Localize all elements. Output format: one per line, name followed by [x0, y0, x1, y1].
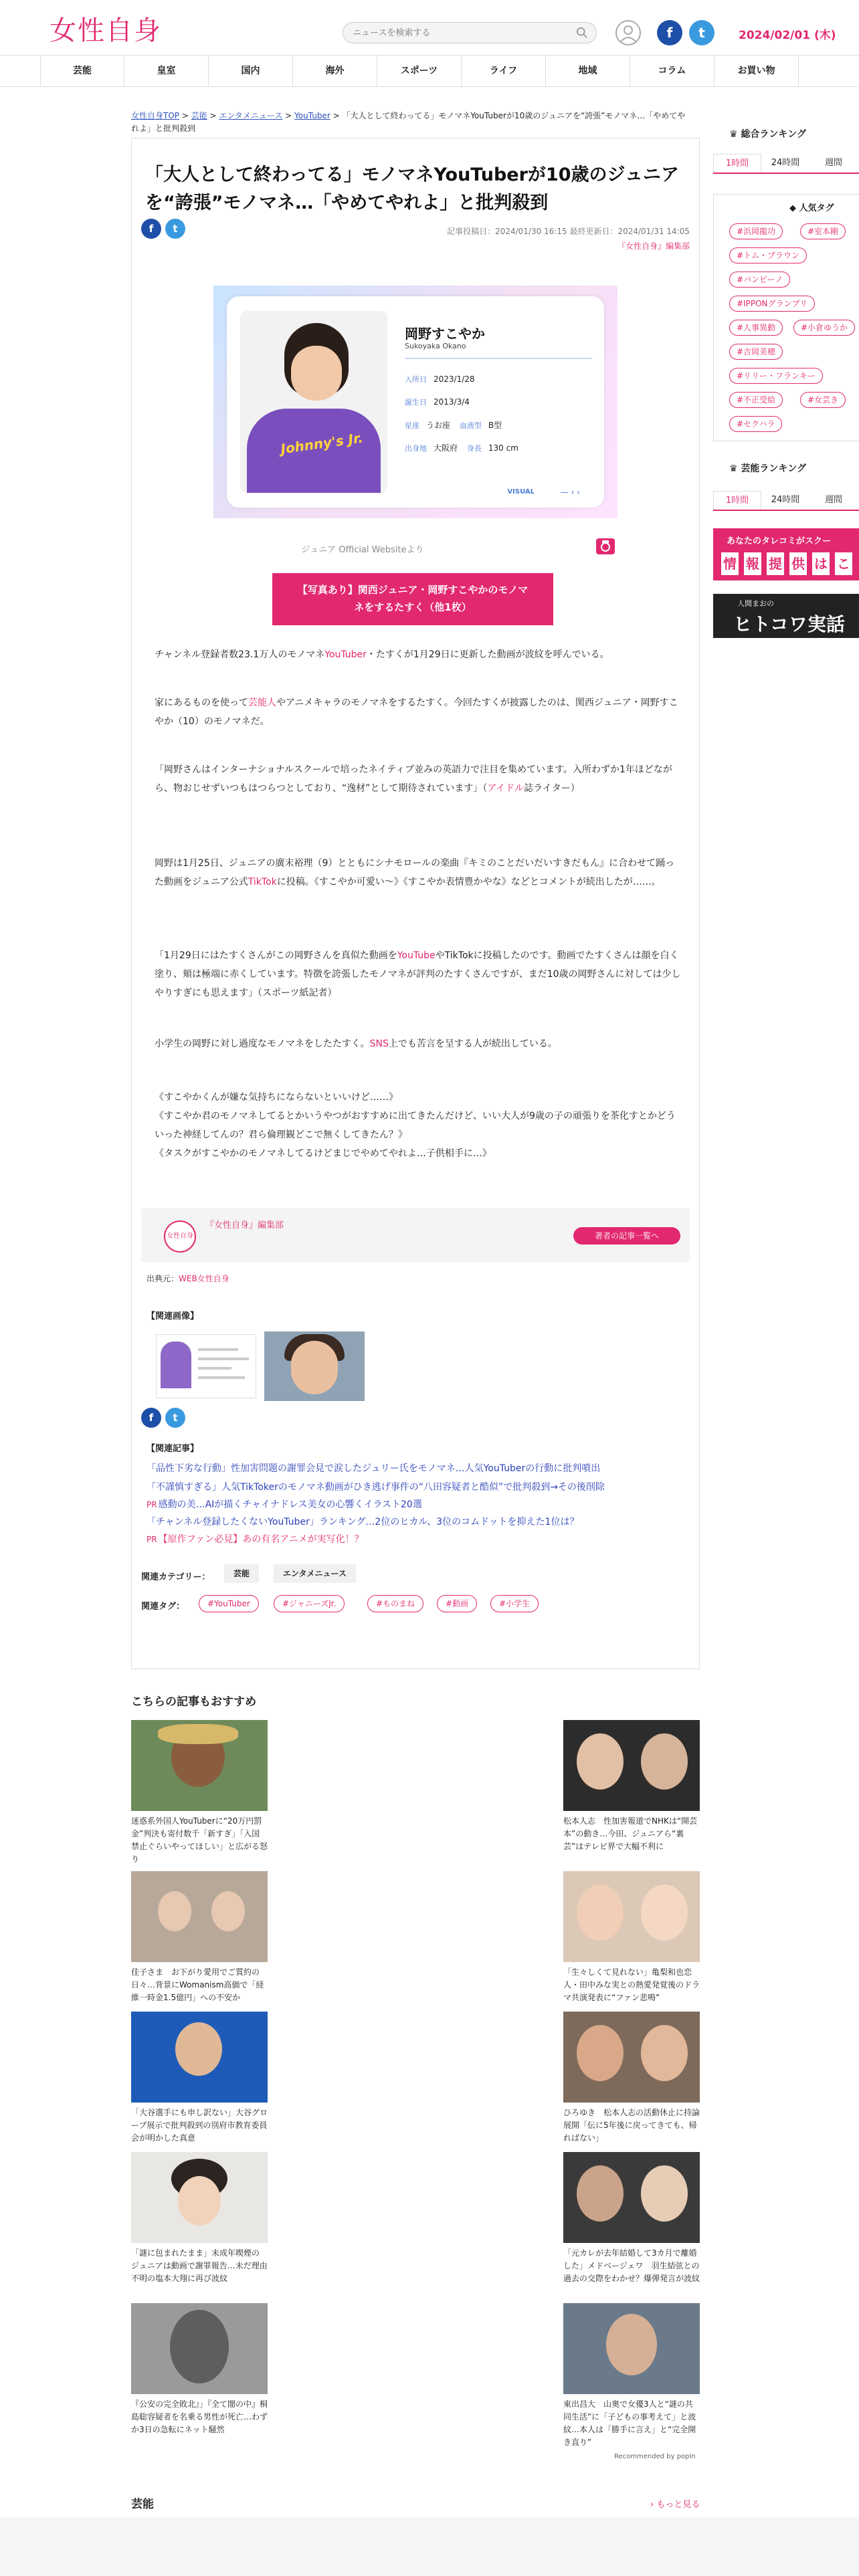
related-article-link[interactable]: 「不謹慎すぎる」人気TikTokerのモノマネ動画がひき逃げ事件の“八田容疑者と酷似”で批判殺到→その後削除: [147, 1482, 605, 1493]
keyword-link[interactable]: TikTok: [248, 877, 277, 887]
tag-icon: ◆: [789, 203, 799, 213]
paragraph: 「1月29日にはたすくさんがこの岡野さんを真似た動画をYouTubeやTikTokに投稿したのです。動画でたすくさんは顔を白く塗り、頬は極端に赤くしています。特徴を誇張したモノマネが評判のたすくさんですが、まだ10歳の岡野さんに対しては少しやりすぎにも思えます」（スポーツ紙記者）: [155, 950, 681, 998]
popular-tag[interactable]: #IPPONグランプリ: [729, 296, 815, 312]
popular-tag[interactable]: #リリー・フランキー: [729, 368, 823, 384]
nav-item-column[interactable]: コラム: [630, 56, 714, 86]
source-link[interactable]: WEB女性自身: [179, 1274, 229, 1283]
popular-tag[interactable]: #女芸き: [800, 392, 846, 408]
recommend-card[interactable]: ひろゆき 松本人志の活動休止に持論展開「伝に5年後に戻ってきても、帰ればない」: [563, 2012, 700, 2145]
search-box[interactable]: [343, 22, 597, 43]
main-nav: [0, 55, 859, 87]
post-dates: 記事投稿日：2024/01/30 16:15 最終更新日：2024/01/31 14:05: [447, 227, 690, 236]
author-logo: 女性自身: [164, 1220, 196, 1253]
recommend-card[interactable]: 「大谷選手にも申し訳ない」大谷グローブ展示で批判殺到の別府市教育委員会が明かした真意: [131, 2012, 268, 2145]
popular-tag[interactable]: #浜岡龍功: [729, 223, 783, 239]
pr-article-link[interactable]: PR 感動の美…AIが描くチャイナドレス美女の心響くイラスト20選: [147, 1499, 422, 1510]
nav-item-kokunai[interactable]: 国内: [209, 56, 293, 86]
tab-24hours[interactable]: 24時間: [771, 495, 800, 505]
keyword-link[interactable]: アイドル: [487, 783, 524, 794]
site-logo[interactable]: 女性自身: [50, 15, 162, 46]
site-header: [0, 0, 859, 58]
search-icon[interactable]: [576, 27, 588, 39]
crown-icon: ♛: [729, 129, 741, 140]
popular-tag[interactable]: #トム・ブラウン: [729, 247, 807, 263]
breadcrumb: 女性自身TOP > 芸能 > エンタメニュース > YouTuber > 「大人として終わってる」モノマネYouTuberが10歳のジュニアを“誇張”モノマネ…「やめてやれよ」と批判殺到: [131, 111, 686, 133]
geino-ranking-tabs: [713, 491, 859, 511]
chevron-right-icon: ›: [650, 2500, 657, 2510]
category-chip[interactable]: 芸能: [224, 1564, 259, 1583]
twitter-icon[interactable]: t: [689, 20, 714, 45]
geino-section-heading: 芸能: [131, 2498, 154, 2511]
breadcrumb-geino[interactable]: 芸能: [191, 111, 207, 120]
keyword-link[interactable]: YouTuber: [324, 649, 367, 660]
visual-label: VISUAL: [507, 488, 535, 496]
article-title: 「大人として終わってる」モノマネYouTuberが10歳のジュニアを“誇張”モノマネ…「やめてやれよ」と批判殺到: [145, 165, 679, 213]
author-articles-button[interactable]: 著者の記事一覧へ: [573, 1227, 680, 1245]
profile-card: [227, 296, 604, 508]
nav-item-kaigai[interactable]: 海外: [293, 56, 377, 86]
popular-tag[interactable]: #小倉ゆうか: [793, 320, 855, 336]
paragraph: チャンネル登録者数23.1万人のモノマネYouTuber・たすくが1月29日に更新した動画が波紋を呼んでいる。: [155, 649, 609, 660]
more-link[interactable]: › もっと見る: [650, 2500, 700, 2510]
popular-tag[interactable]: #セクハラ: [729, 416, 782, 432]
recommend-card[interactable]: 「元カレが去年結婚して3カ月で離婚した」メドベージェワ 羽生結弦との過去の交際をわかせ？爆弾発言が波紋: [563, 2152, 700, 2285]
quoted-comments: 《すこやかくんが嫌な気持ちにならないといいけど……》 《すこやか君のモノマネしてるとかいうやつがおすすめに出てきたんだけど、いい大人が9歳の子の頑張りを茶化すとかどういった神経してんの？君ら倫理観どこで無くしてきたん？》 《タスクがすこやかのモノマネしてるけどまじでやめてやれよ…子供相手に…》: [155, 1092, 676, 1159]
tag-chip[interactable]: #動画: [437, 1595, 477, 1612]
profile-roman: Sukoyaka Okano: [405, 342, 466, 350]
facebook-icon[interactable]: f: [657, 20, 682, 45]
twitter-share-icon[interactable]: t: [165, 219, 185, 239]
photo-gallery-button[interactable]: 【写真あり】関西ジュニア・岡野すこやかのモノマ ネをするたすく（他1枚）: [272, 573, 553, 625]
source: 出典元：WEB女性自身: [147, 1274, 229, 1283]
recommend-card[interactable]: 佳子さま お下がり愛用でご質約の日々…背景にWomanism高価で「経維一時金1.5億円」への不安か: [131, 1871, 268, 2004]
recommend-card[interactable]: 「生々しくて見れない」亀梨和也恋人・田中みな実との熱愛発覚後のドラマ共演発表に“ファン悲鳴”: [563, 1871, 700, 2004]
overall-ranking-tabs: [713, 154, 859, 174]
tab-weekly[interactable]: 週間: [824, 495, 842, 505]
current-date: 2024/02/01 (木): [739, 29, 836, 42]
paragraph: 「岡野さんはインターナショナルスクールで培ったネイティブ並みの英語力で注目を集めています。入所わずか1年ほどながら、物おじせずいつもはつらつとしており、“逸材”として期待されています」（アイドル誌ライター）: [155, 764, 672, 794]
related-image-thumb[interactable]: [156, 1334, 256, 1398]
overall-ranking-heading: ♛ 総合ランキング: [729, 129, 807, 140]
related-article-link[interactable]: 「品性下劣な行動」性加害問題の謝罪会見で涙したジュリー氏をモノマネ…人気YouTuberの行動に批判噴出: [147, 1463, 601, 1474]
author-link[interactable]: 『女性自身』編集部: [617, 241, 690, 251]
geino-ranking-heading: ♛ 芸能ランキング: [729, 463, 807, 474]
breadcrumb-top[interactable]: 女性自身TOP: [131, 111, 180, 120]
tag-chip[interactable]: #YouTuber: [199, 1595, 259, 1612]
image-credit: ジュニア Official Websiteより: [301, 545, 424, 555]
recommend-heading: こちらの記事もおすすめ: [131, 1695, 257, 1709]
recommend-card[interactable]: 迷惑系外国人YouTuberに“20万円罰金”判決も寄付数千「新すぎ」「入国禁止ぐらいやってほしい」と広がる怒り: [131, 1720, 268, 1866]
tip-banner-ad[interactable]: あなたのタレコミがスクー 情 報 提 供 は こ: [713, 528, 859, 580]
nav-item-life[interactable]: ライフ: [462, 56, 546, 86]
nav-item-chiiki[interactable]: 地域: [546, 56, 630, 86]
nav-item-koshitsu[interactable]: 皇室: [124, 56, 209, 86]
tag-label: 関連タグ：: [141, 1602, 185, 1612]
profile-row: 出身地 大阪府 身長 130 cm: [405, 443, 518, 453]
related-articles-heading: 【関連記事】: [147, 1444, 199, 1454]
tag-chip[interactable]: #ジャニーズJr.: [274, 1595, 345, 1612]
paragraph: 岡野は1月25日、ジュニアの廣末裕理（9）とともにシナモロールの楽曲『キミのことだいだいすきだもん』に合わせて踊った動画をジュニア公式TikTokに投稿。《すこやか可愛い〜》《すこやか表情豊かやな》などとコメントが続出したが……。: [155, 858, 675, 887]
popular-tag[interactable]: #不正受給: [729, 392, 783, 408]
tab-24hours[interactable]: 24時間: [771, 158, 800, 168]
popular-tag[interactable]: #室本剛: [800, 223, 846, 239]
category-label: 関連カテゴリー：: [141, 1572, 211, 1582]
category-chip[interactable]: エンタメニュース: [274, 1564, 356, 1583]
related-image-thumb[interactable]: [264, 1331, 365, 1401]
keyword-link[interactable]: 芸能人: [248, 697, 276, 708]
hitokowa-banner-ad[interactable]: 人間まおの ヒトコワ実話: [713, 594, 859, 638]
tag-chip[interactable]: #ものまね: [367, 1595, 423, 1612]
recommend-card[interactable]: 『公安の完全敗北』」『全て闇の中』桐島聡容疑者を名乗る男性が死亡…わずか3日の急転にネット騒然: [131, 2303, 268, 2436]
popular-tag[interactable]: #バンビーノ: [729, 272, 790, 288]
breadcrumb-youtuber[interactable]: YouTuber: [294, 111, 330, 120]
shirt-logo: Johnny's Jr.: [279, 429, 365, 457]
camera-icon[interactable]: [596, 538, 615, 554]
popular-tags-heading: ◆ 人気タグ: [789, 203, 834, 213]
author-name[interactable]: 『女性自身』編集部: [205, 1220, 284, 1230]
nav-item-geino[interactable]: 芸能: [40, 56, 124, 86]
nav-item-shopping[interactable]: お買い物: [714, 56, 799, 86]
popular-tag[interactable]: #人事異動: [729, 320, 783, 336]
user-account-icon[interactable]: [615, 20, 641, 45]
keyword-link[interactable]: SNS: [369, 1039, 389, 1049]
crown-icon: ♛: [729, 463, 741, 474]
recommend-card[interactable]: 「謎に包まれたまま」未成年喫煙のジュニアは動画で謝罪報告…未だ理由不明の塩本大翔に再び波紋: [131, 2152, 268, 2285]
tab-weekly[interactable]: 週間: [824, 158, 842, 168]
facebook-share-icon[interactable]: f: [141, 219, 161, 239]
related-article-link[interactable]: 「チャンネル登録したくないYouTuber」ランキング…2位のヒカル、3位のコムドットを抑えた1位は？: [147, 1517, 579, 1527]
profile-row: 入所日 2023/1/28: [405, 374, 475, 384]
profile-row: 星座 うお座 血液型 B型: [405, 421, 502, 430]
related-images-heading: 【関連画像】: [147, 1311, 199, 1321]
breadcrumb-entame[interactable]: エンタメニュース: [219, 111, 283, 120]
footer: [0, 2517, 859, 2576]
popin-credit[interactable]: Recommended by popIn: [614, 2453, 696, 2460]
tab-1hour[interactable]: 1時間: [713, 491, 761, 510]
twitter-share-icon[interactable]: t: [165, 1408, 185, 1428]
paragraph: 小学生の岡野に対し過度なモノマネをしたたすく。SNS上でも苦言を呈する人が続出している。: [155, 1039, 557, 1049]
keyword-link[interactable]: YouTube: [397, 950, 436, 961]
pr-article-link[interactable]: PR 【原作ファン必見】あの有名アニメが実写化！？: [147, 1534, 364, 1545]
profile-name: 岡野すこやか: [405, 326, 485, 342]
search-input[interactable]: [343, 23, 557, 43]
nav-item-sports[interactable]: スポーツ: [377, 56, 462, 86]
tab-1hour[interactable]: 1時間: [713, 154, 761, 173]
popular-tag[interactable]: #吉岡美穂: [729, 344, 783, 360]
breadcrumb-current: 「大人として終わってる」モノマネYouTuberが10歳のジュニアを“誇張”モノマネ…「やめてやれよ」と批判殺到: [131, 111, 686, 133]
profile-row: 誕生日 2013/3/4: [405, 397, 470, 407]
paragraph: 家にあるものを使って芸能人やアニメキャラのモノマネをするたすく。今回たすくが披露したのは、関西ジュニア・岡野すこやか（10）のモノマネだ。: [155, 697, 678, 727]
recommend-card[interactable]: 東出昌大 山奥で女優3人と“謎の共同生活”に「子どもの事考えて」と波紋…本人は「勝手に言え」と“完全開き直り”: [563, 2303, 700, 2449]
author-box: [141, 1208, 690, 1262]
facebook-share-icon[interactable]: f: [141, 1408, 161, 1428]
hero-image[interactable]: [213, 286, 617, 518]
profile-photo: [240, 311, 387, 493]
recommend-card[interactable]: 松本人志 性加害報道でNHKは“開芸本”の動き…今田、ジュニアら“裏芸”はテレビ界で大幅不利に: [563, 1720, 700, 1853]
article: [131, 138, 700, 1669]
tag-chip[interactable]: #小学生: [490, 1595, 539, 1612]
card-pager[interactable]: — ‹ ›: [560, 488, 580, 497]
